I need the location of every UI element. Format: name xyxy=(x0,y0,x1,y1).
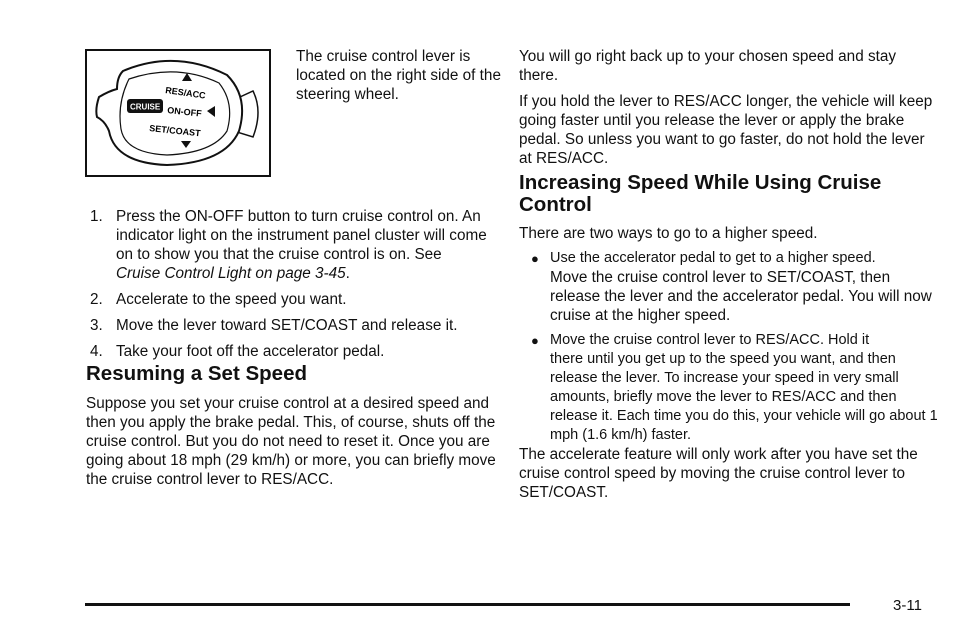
resuming-paragraph: Suppose you set your cruise control at a desired speed and then you apply the brake pedal. This, of course, shuts off the cruise control. But you do not need to reset it. Once you are going about 18 mph (29 km/h) or more, you can briefly move the cruise control lever to RES/ACC. xyxy=(86,395,496,488)
step-text: Take your foot off the accelerator pedal. xyxy=(116,343,385,360)
bullet-item xyxy=(519,249,939,325)
res-acc-label: RES/ACC xyxy=(164,85,207,101)
step-text: Move the lever toward SET/COAST and release it. xyxy=(116,317,458,334)
step-item xyxy=(90,207,490,283)
right-paragraph-4: The accelerate feature will only work after you have set the cruise control speed by moving the cruise control lever to SET/COAST. xyxy=(519,446,918,501)
right-paragraph-3: There are two ways to go to a higher speed. xyxy=(519,225,818,242)
right-paragraph-1: You will go right back up to your chosen speed and stay there. xyxy=(519,48,896,84)
cross-reference: Cruise Control Light on page 3-45 xyxy=(116,265,346,282)
step-number: 4. xyxy=(90,343,103,360)
bullet-item xyxy=(519,331,939,445)
bullet-rest: Move the cruise control lever to SET/COAST, then release the lever and the accelerator pedal. You will now cruise at the higher speed. xyxy=(550,269,932,324)
bullet-icon: ● xyxy=(531,251,539,266)
set-coast-label: SET/COAST xyxy=(148,123,202,139)
step-text: Accelerate to the speed you want. xyxy=(116,291,347,308)
figure-caption: The cruise control lever is located on the right side of the steering wheel. xyxy=(296,48,501,103)
step-text xyxy=(116,207,490,283)
step-item xyxy=(90,342,490,361)
on-off-label: ON-OFF xyxy=(166,105,203,119)
bullet-icon: ● xyxy=(531,333,539,348)
step-text-main: Press the ON-OFF button to turn cruise control on. An indicator light on the instrument panel cluster will come on to show you that the cruise control is on. See xyxy=(116,208,487,263)
cruise-button-label: CRUISE xyxy=(130,102,161,112)
right-paragraph-2: If you hold the lever to RES/ACC longer, the vehicle will keep going faster until you release the lever or apply the brake pedal. So unless you want to go faster, do not hold the lever at RES/ACC. xyxy=(519,93,933,167)
steps-list xyxy=(90,207,490,368)
page-number: 3-11 xyxy=(893,597,922,614)
bullet-lead: Use the accelerator pedal to get to a higher speed. xyxy=(550,250,876,266)
bullet-rest: there until you get up to the speed you want, and then release the lever. To increase your speed in very small amounts, briefly move the lever to RES/ACC and then release it. Each time you do this, your vehicle will go about 1 mph (1.6 km/h) faster. xyxy=(550,351,938,443)
footer-rule xyxy=(85,603,850,606)
cruise-lever-illustration xyxy=(87,51,269,175)
section-heading-increasing: Increasing Speed While Using Cruise Control xyxy=(519,171,882,216)
cruise-control-lever-figure xyxy=(85,49,271,177)
section-heading-resuming: Resuming a Set Speed xyxy=(86,362,308,385)
step-item xyxy=(90,290,490,309)
bullet-lead: Move the cruise control lever to RES/ACC. Hold it xyxy=(550,332,870,348)
step-number: 2. xyxy=(90,291,103,308)
bullet-list xyxy=(519,249,939,451)
step-number: 1. xyxy=(90,208,103,225)
step-text-end: . xyxy=(345,265,350,282)
step-number: 3. xyxy=(90,317,103,334)
step-item xyxy=(90,316,490,335)
